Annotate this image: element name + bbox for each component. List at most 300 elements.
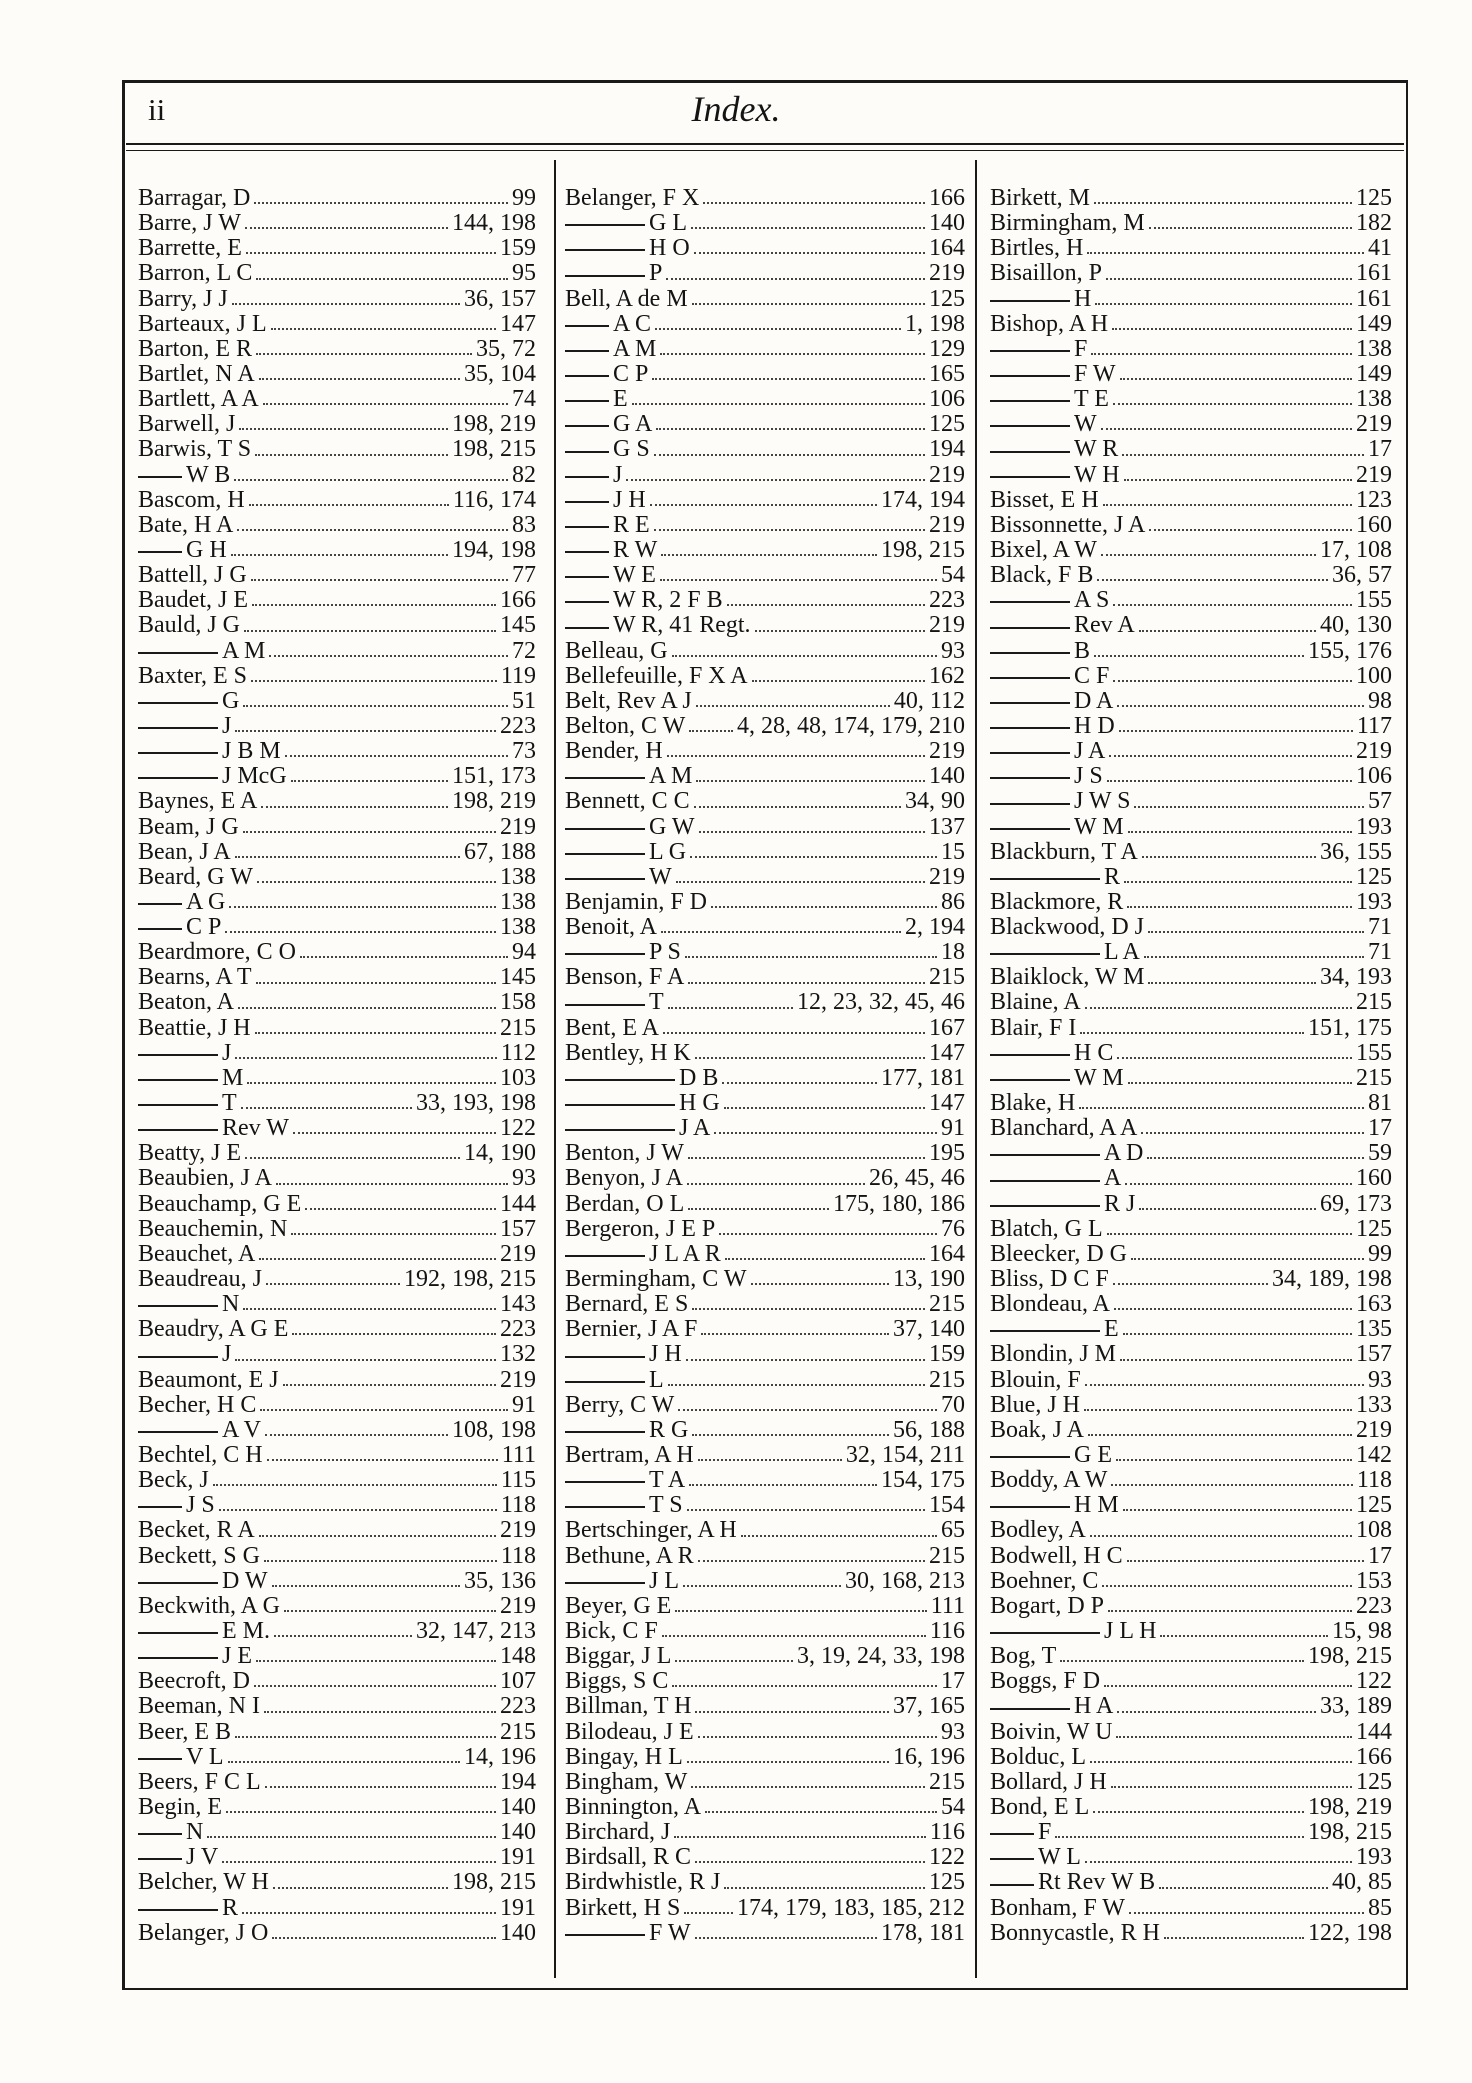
leader-dots [1104,1685,1352,1687]
index-entry [565,1569,965,1594]
entry-name: Barteaux, J L [138,310,267,337]
leader-dots [1164,1937,1304,1939]
index-entry [138,1745,536,1770]
index-entry [990,840,1392,865]
index-entry [138,563,536,588]
leader-dots [1148,931,1364,933]
leader-dots [689,730,733,732]
entry-name: Beatty, J E [138,1140,242,1167]
index-entry [138,488,536,513]
index-entry [565,1694,965,1719]
entry-name: Boak, J A [990,1416,1085,1443]
leader-dots [1139,1208,1316,1210]
ditto-dash [990,1506,1070,1508]
leader-dots [672,1685,937,1687]
index-entry [990,1292,1392,1317]
entry-pages: 16, 196 [893,1743,965,1770]
entry-name: J B M [222,738,281,765]
index-entry [565,1267,965,1292]
index-entry [990,1141,1392,1166]
index-entry [565,1845,965,1870]
header-rule [126,143,1404,145]
index-entry [138,739,536,764]
index-entry [990,815,1392,840]
leader-dots [247,1082,496,1084]
entry-name: A M [222,637,266,664]
ditto-dash [138,702,218,704]
index-entry [138,1368,536,1393]
leader-dots [1144,956,1364,958]
index-entry [138,1669,536,1694]
index-entry [138,1192,536,1217]
leader-dots [751,1283,889,1285]
index-entry [990,1468,1392,1493]
index-entry [138,1896,536,1921]
ditto-dash [565,576,609,578]
entry-name: Billman, T H [565,1693,692,1720]
entry-name: Benjamin, F D [565,888,707,915]
entry-pages: 93 [1368,1366,1392,1393]
ditto-dash [138,476,182,478]
entry-name: Bleecker, D G [990,1240,1127,1267]
leader-dots [725,1258,925,1260]
entry-name: W [1074,411,1097,438]
entry-name: Beard, G W [138,863,253,890]
leader-dots [1085,1861,1352,1863]
entry-name: Bogart, D P [990,1592,1104,1619]
entry-name: W R [1074,436,1119,463]
index-entry [990,1720,1392,1745]
leader-dots [688,1208,829,1210]
leader-dots [228,1761,460,1763]
leader-dots [235,730,496,732]
entry-pages: 154 [929,1492,965,1519]
entry-name: Bisset, E H [990,486,1099,513]
index-entry [565,236,965,261]
entry-pages: 69, 173 [1320,1190,1392,1217]
leader-dots [666,278,925,280]
entry-name: W R, 2 F B [613,587,723,614]
index-entry [565,538,965,563]
entry-pages: 182 [1356,210,1392,237]
index-entry [990,488,1392,513]
entry-name: Baynes, E A [138,788,258,815]
ditto-dash [565,1104,675,1106]
entry-name: M [222,1064,244,1091]
index-entry [138,1041,536,1066]
ditto-dash [565,627,609,629]
index-entry [990,1795,1392,1820]
entry-pages: 193 [1356,1844,1392,1871]
entry-name: Beck, J [138,1467,209,1494]
entry-name: R G [649,1416,689,1443]
index-entry [990,1845,1392,1870]
index-entry [990,1921,1392,1946]
entry-pages: 135 [1356,1316,1392,1343]
index-entry [990,1493,1392,1518]
index-entry [990,261,1392,286]
entry-name: W [649,863,672,890]
entry-pages: 125 [1356,863,1392,890]
ditto-dash [565,476,609,478]
index-entry [990,236,1392,261]
entry-pages: 118 [500,1542,536,1569]
index-entry [565,1116,965,1141]
index-entry [990,1669,1392,1694]
leader-dots [1095,303,1352,305]
index-entry [138,789,536,814]
entry-pages: 133 [1356,1391,1392,1418]
entry-pages: 35, 104 [464,360,536,387]
entry-name: Birmingham, M [990,210,1145,237]
leader-dots [632,403,925,405]
leader-dots [692,303,925,305]
entry-pages: 106 [1356,763,1392,790]
index-entry [990,789,1392,814]
entry-name: Bog, T [990,1643,1057,1670]
index-entry [565,1619,965,1644]
entry-name: Bauld, J G [138,612,240,639]
leader-dots [1085,1007,1352,1009]
entry-pages: 148 [500,1643,536,1670]
leader-dots [285,755,508,757]
entry-name: A V [222,1416,261,1443]
entry-pages: 56, 188 [893,1416,965,1443]
leader-dots [698,1560,925,1562]
entry-name: Bell, A de M [565,285,688,312]
ditto-dash [565,1506,645,1508]
entry-name: G L [649,210,687,237]
leader-dots [1093,1811,1304,1813]
entry-pages: 215 [929,964,965,991]
entry-pages: 140 [929,210,965,237]
entry-pages: 219 [929,260,965,287]
leader-dots [1141,1132,1364,1134]
entry-pages: 151, 173 [452,763,536,790]
entry-pages: 112 [500,1039,536,1066]
leader-dots [687,1183,865,1185]
leader-dots [711,906,937,908]
index-entry [990,965,1392,990]
leader-dots [243,831,496,833]
ditto-dash [138,551,182,553]
entry-name: Boggs, F D [990,1668,1101,1695]
entry-pages: 123 [1356,486,1392,513]
entry-pages: 17, 108 [1320,536,1392,563]
index-entry [565,186,965,211]
leader-dots [292,1333,496,1335]
index-entry [138,1518,536,1543]
entry-pages: 140 [500,1793,536,1820]
entry-name: Belt, Rev A J [565,687,692,714]
entry-name: B [1074,637,1091,664]
leader-dots [1097,579,1328,581]
entry-pages: 94 [512,939,536,966]
leader-dots [654,529,925,531]
leader-dots [755,630,925,632]
entry-name: A [1104,1165,1122,1192]
index-entry [138,1493,536,1518]
leader-dots [1112,328,1352,330]
ditto-dash [565,350,609,352]
entry-name: F [1074,335,1088,362]
entry-pages: 198, 215 [1308,1819,1392,1846]
entry-name: C P [186,914,222,941]
index-entry [138,312,536,337]
entry-name: Beecroft, D [138,1668,250,1695]
entry-name: Belanger, F X [565,184,700,211]
leader-dots [271,328,496,330]
index-entry [565,739,965,764]
entry-name: J H [613,486,646,513]
entry-pages: 194, 198 [452,536,536,563]
entry-pages: 36, 155 [1320,838,1392,865]
index-entry [565,362,965,387]
leader-dots [691,227,925,229]
leader-dots [698,1459,842,1461]
ditto-dash [138,1129,218,1131]
index-entry [990,1518,1392,1543]
leader-dots [1123,1509,1352,1511]
ditto-dash [990,300,1070,302]
ditto-dash [565,1255,645,1257]
entry-name: Bent, E A [565,1014,659,1041]
entry-name: W M [1074,813,1124,840]
entry-pages: 3, 19, 24, 33, 198 [797,1643,965,1670]
entry-pages: 193 [1356,813,1392,840]
leader-dots [703,202,925,204]
leader-dots [685,956,937,958]
leader-dots [695,1937,877,1939]
entry-name: H D [1074,712,1115,739]
index-entry [565,965,965,990]
entry-name: R E [613,511,650,538]
leader-dots [1090,1761,1352,1763]
entry-pages: 85 [1368,1894,1392,1921]
entry-pages: 83 [512,511,536,538]
entry-name: Bollard, J H [990,1768,1107,1795]
entry-pages: 215 [500,1718,536,1745]
entry-name: H G [679,1090,720,1117]
index-entry [565,689,965,714]
index-entry [138,588,536,613]
leader-dots [276,1183,508,1185]
entry-name: H A [1074,1693,1114,1720]
ditto-dash [990,828,1070,830]
leader-dots [256,353,472,355]
entry-name: Beckwith, A G [138,1592,280,1619]
leader-dots [688,1157,925,1159]
entry-name: Barry, J J [138,285,228,312]
leader-dots [245,227,448,229]
entry-pages: 223 [929,587,965,614]
entry-name: Barron, L C [138,260,253,287]
index-entry [138,1619,536,1644]
index-entry [138,1795,536,1820]
entry-pages: 158 [500,989,536,1016]
index-entry [990,915,1392,940]
entry-pages: 65 [941,1517,965,1544]
index-entry [990,1896,1392,1921]
entry-pages: 17 [1368,1542,1392,1569]
entry-name: Berdan, O L [565,1190,685,1217]
entry-name: Bissonnette, J A [990,511,1146,538]
entry-pages: 117 [1356,712,1392,739]
entry-name: H O [649,235,690,262]
ditto-dash [990,1154,1100,1156]
ditto-dash [990,777,1070,779]
header-rule-thin [126,150,1404,151]
index-entry [565,1468,965,1493]
index-entry [990,689,1392,714]
leader-dots [674,1836,926,1838]
entry-pages: 198, 219 [452,411,536,438]
entry-pages: 223 [1356,1592,1392,1619]
entry-pages: 177, 181 [881,1064,965,1091]
entry-pages: 36, 157 [464,285,536,312]
leader-dots [1117,705,1364,707]
entry-pages: 138 [500,888,536,915]
leader-dots [305,1208,496,1210]
leader-dots [274,1635,412,1637]
entry-name: N [222,1291,240,1318]
entry-pages: 37, 165 [893,1693,965,1720]
index-entry [565,664,965,689]
entry-name: D B [679,1064,719,1091]
leader-dots [668,1384,925,1386]
entry-pages: 122 [500,1115,536,1142]
entry-name: D W [222,1567,268,1594]
index-entry [138,1870,536,1895]
index-entry [138,1116,536,1141]
entry-pages: 149 [1356,310,1392,337]
ditto-dash [565,777,645,779]
leader-dots [1116,1736,1352,1738]
index-entry [138,538,536,563]
ditto-dash [990,702,1070,704]
entry-pages: 93 [941,1718,965,1745]
index-entry [138,1694,536,1719]
entry-name: J [222,712,232,739]
index-entry [138,890,536,915]
entry-pages: 71 [1368,914,1392,941]
entry-name: Bixel, A W [990,536,1097,563]
index-entry [990,1694,1392,1719]
entry-pages: 223 [500,1316,536,1343]
leader-dots [267,1459,498,1461]
ditto-dash [138,1758,182,1760]
entry-name: Boivin, W U [990,1718,1113,1745]
entry-pages: 93 [941,637,965,664]
entry-pages: 122 [1356,1668,1392,1695]
ditto-dash [138,1356,218,1358]
ditto-dash [138,752,218,754]
index-entry [565,789,965,814]
entry-pages: 2, 194 [905,914,965,941]
entry-name: Bishop, A H [990,310,1109,337]
leader-dots [241,1107,412,1109]
index-entry [990,337,1392,362]
ditto-dash [990,1833,1034,1835]
entry-name: Bonnycastle, R H [990,1919,1160,1946]
leader-dots [687,1509,925,1511]
entry-name: Belcher, W H [138,1869,269,1896]
entry-pages: 219 [1356,411,1392,438]
entry-name: A C [613,310,652,337]
entry-pages: 74 [512,386,536,413]
entry-name: Beardmore, C O [138,939,296,966]
entry-name: Benton, J W [565,1140,684,1167]
entry-pages: 41 [1368,235,1392,262]
leader-dots [256,1660,496,1662]
entry-pages: 194 [500,1768,536,1795]
leader-dots [254,202,508,204]
entry-name: Beauchemin, N [138,1215,288,1242]
leader-dots [1114,1308,1352,1310]
index-entry [138,362,536,387]
entry-name: J A [679,1115,711,1142]
index-entry [565,1644,965,1669]
entry-pages: 159 [500,235,536,262]
ditto-dash [138,652,218,654]
entry-pages: 119 [500,662,536,689]
index-entry [138,261,536,286]
entry-pages: 111 [501,1442,536,1469]
leader-dots [694,252,925,254]
entry-name: Bennett, C C [565,788,690,815]
index-entry [990,287,1392,312]
index-entry [565,337,965,362]
entry-pages: 15, 98 [1332,1618,1392,1644]
entry-pages: 157 [1356,1341,1392,1368]
entry-pages: 154, 175 [881,1467,965,1494]
entry-pages: 163 [1356,1291,1392,1318]
entry-pages: 91 [941,1115,965,1142]
entry-name: R W [613,536,658,563]
index-entry [990,412,1392,437]
entry-pages: 125 [929,285,965,312]
leader-dots [663,1032,925,1034]
entry-name: Bartlet, N A [138,360,255,387]
entry-name: Beaton, A [138,989,234,1016]
index-entry [990,764,1392,789]
ditto-dash [990,677,1070,679]
ditto-dash [990,425,1070,427]
entry-name: Bender, H [565,738,663,765]
index-entry [138,1921,536,1946]
entry-pages: 223 [500,1693,536,1720]
entry-pages: 144 [1356,1718,1392,1745]
entry-name: Blaiklock, W M [990,964,1145,991]
ditto-dash [990,752,1070,754]
leader-dots [251,680,497,682]
entry-name: A G [186,888,226,915]
index-entry [138,236,536,261]
index-entry [565,412,965,437]
entry-pages: 219 [500,813,536,840]
ditto-dash [565,1004,645,1006]
index-entry [138,1292,536,1317]
entry-pages: 34, 189, 198 [1272,1266,1392,1293]
entry-name: W R, 41 Regt. [613,612,751,639]
entry-pages: 17 [1368,1115,1392,1142]
entry-name: Bodwell, H C [990,1542,1123,1569]
leader-dots [650,504,877,506]
entry-name: Baudet, J E [138,587,248,614]
entry-name: Bolduc, L [990,1743,1086,1770]
ditto-dash [565,275,645,277]
entry-name: G [222,687,240,714]
